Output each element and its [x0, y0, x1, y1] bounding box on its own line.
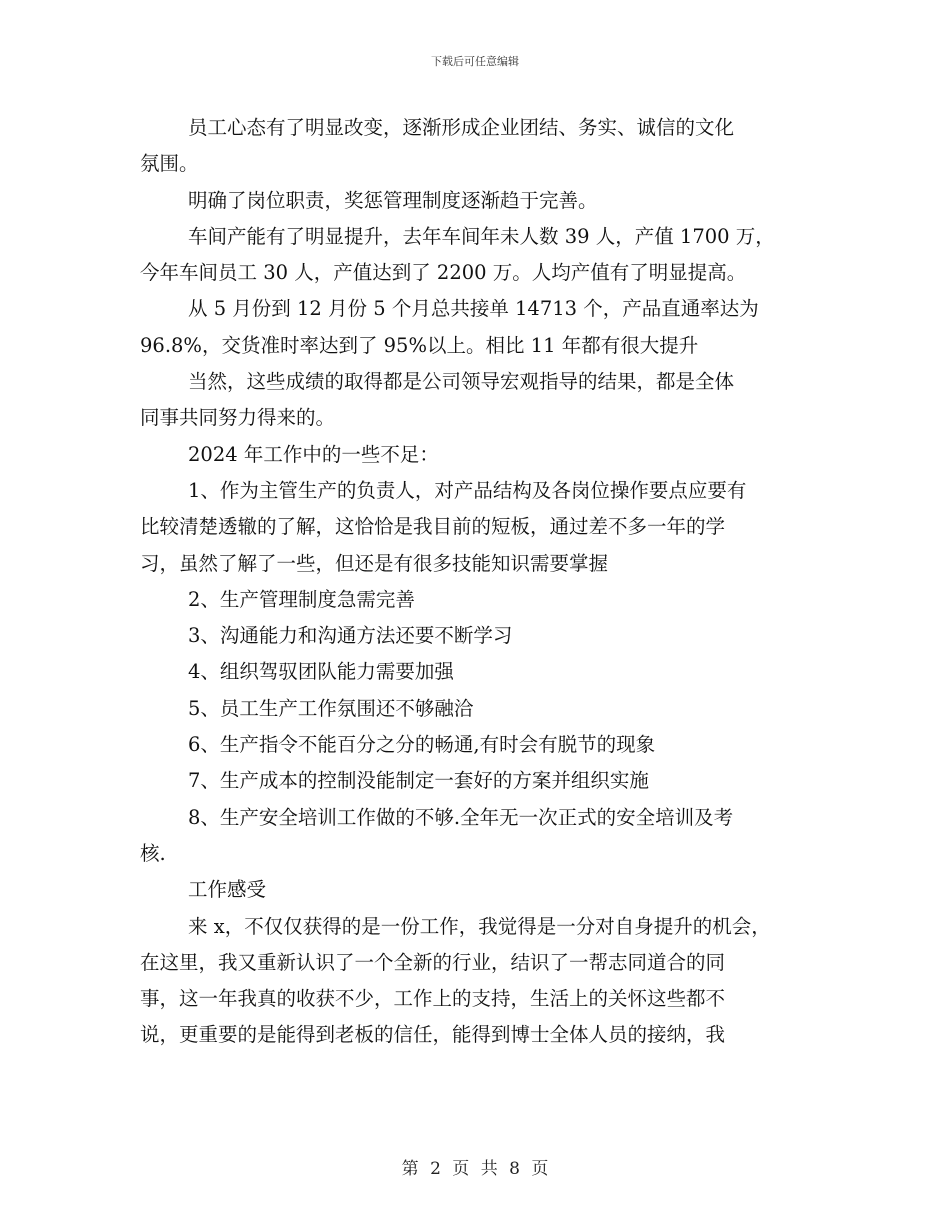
text-line: 今年车间员工 30 人，产值达到了 2200 万。人均产值有了明显提高。: [140, 261, 747, 285]
text-line: 4、组织驾驭团队能力需要加强: [188, 660, 454, 684]
text-line: 1、作为主管生产的负责人，对产品结构及各岗位操作要点应要有: [188, 478, 747, 502]
text-line: 氛围。: [140, 152, 199, 176]
text-line: 说，更重要的是能得到老板的信任，能得到博士全体人员的接纳，我: [140, 1023, 726, 1047]
text-line: 核.: [140, 841, 166, 865]
text-line: 6、生产指令不能百分之分的畅通,有时会有脱节的现象: [188, 733, 656, 757]
text-line: 3、沟通能力和沟通方法还要不断学习: [188, 624, 513, 648]
text-line: 车间产能有了明显提升，去年车间年未人数 39 人，产值 1700 万，: [188, 224, 775, 248]
text-line: 5、员工生产工作氛围还不够融洽: [188, 696, 474, 720]
text-line: 员工心态有了明显改变，逐渐形成企业团结、务实、诚信的文化: [188, 116, 735, 139]
text-line: 2、生产管理制度急需完善: [188, 587, 415, 611]
document-body: [140, 110, 820, 1054]
text-line: 在这里，我又重新认识了一个全新的行业，结识了一帮志同道合的同: [140, 950, 726, 974]
text-line: 96.8%，交货准时率达到了 95%以上。相比 11 年都有很大提升: [140, 333, 699, 357]
text-line: 8、生产安全培训工作做的不够.全年无一次正式的安全培训及考: [188, 805, 734, 829]
text-line: 7、生产成本的控制没能制定一套好的方案并组织实施: [188, 769, 649, 793]
text-line: 当然，这些成绩的取得都是公司领导宏观指导的结果，都是全体: [188, 370, 735, 394]
text-line: 明确了岗位职责，奖惩管理制度逐渐趋于完善。: [188, 188, 598, 212]
text-line: 从 5 月份到 12 月份 5 个月总共接单 14713 个，产品直通率达为: [188, 297, 759, 321]
text-line: 工作感受: [188, 878, 267, 902]
text-line: 2024 年工作中的一些不足：: [188, 442, 439, 466]
text-line: 同事共同努力得来的。: [140, 406, 336, 430]
text-line: 来 x，不仅仅获得的是一份工作，我觉得是一分对自身提升的机会，: [188, 914, 771, 938]
page-header: 下载后可任意编辑: [431, 55, 519, 68]
text-line: 比较清楚透辙的了解，这恰恰是我目前的短板，通过差不多一年的学: [140, 515, 726, 539]
text-line: 习，虽然了解了一些，但还是有很多技能知识需要掌握: [140, 551, 609, 575]
text-line: 事，这一年我真的收获不少，工作上的支持，生活上的关怀这些都不: [140, 987, 726, 1011]
page-number-footer: 第 2 页 共 8 页: [401, 1159, 549, 1179]
